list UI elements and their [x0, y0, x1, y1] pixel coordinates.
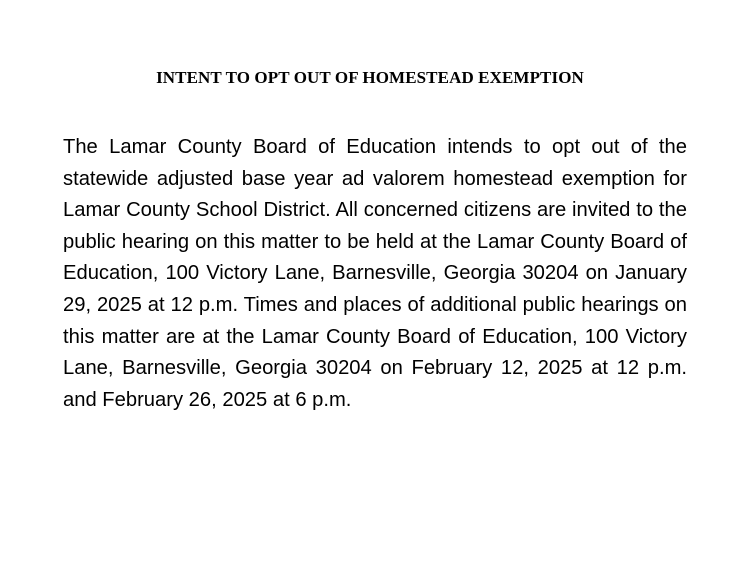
notice-body: The Lamar County Board of Education intends to opt out of the statewide adjusted base year ad valorem homestead exemption for Lamar County School District. All concerned citizens are invited to the public hearing on this matter to be held at the Lamar County Board of Education, 100 Victory Lane, Barnesville, Georgia 30204 on January 29, 2025 at 12 p.m. Times and places of additional public hearings on this matter are at the Lamar County Board of Education, 100 Victory Lane, Barnesville, Georgia 30204 on February 12, 2025 at 12 p.m. and February 26, 2025 at 6 p.m. — [63, 136, 687, 411]
notice-title: INTENT TO OPT OUT OF HOMESTEAD EXEMPTION — [156, 68, 584, 87]
